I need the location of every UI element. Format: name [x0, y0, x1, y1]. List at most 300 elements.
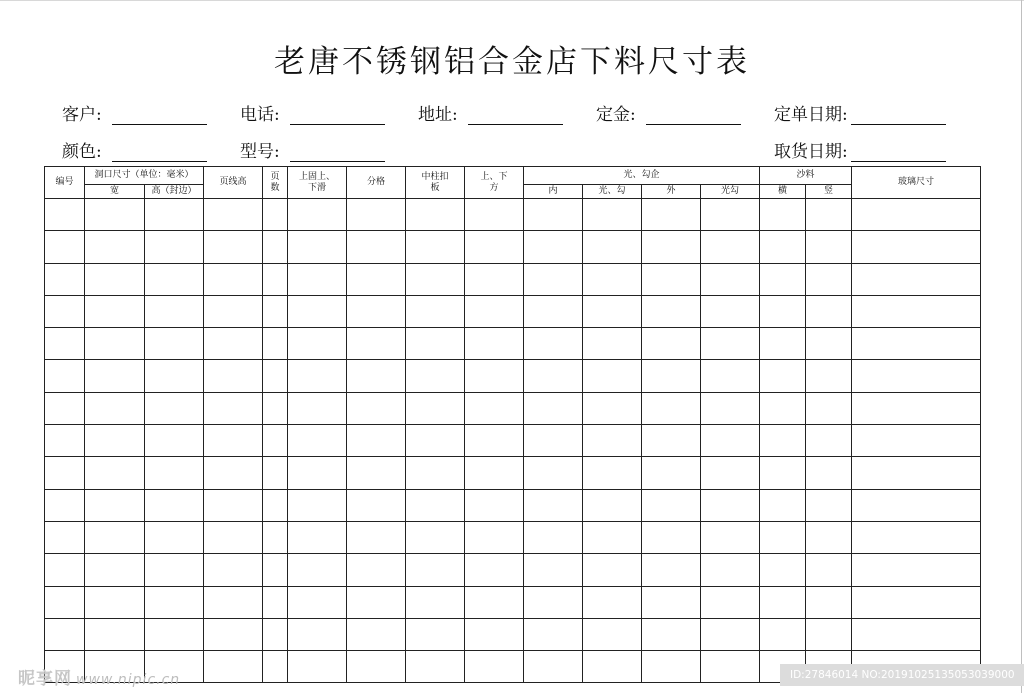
table-cell[interactable]	[760, 489, 806, 521]
table-cell[interactable]	[806, 392, 852, 424]
order-date-field[interactable]	[774, 100, 946, 125]
table-cell[interactable]	[45, 618, 85, 650]
table-cell[interactable]	[583, 489, 642, 521]
table-cell[interactable]	[347, 360, 406, 392]
header-outer: 外	[642, 185, 701, 199]
table-cell[interactable]	[583, 360, 642, 392]
table-cell[interactable]	[145, 521, 204, 553]
table-cell[interactable]	[288, 554, 347, 586]
table-cell[interactable]	[263, 425, 288, 457]
header-upper-lower: 上、下方	[465, 167, 524, 199]
table-cell[interactable]	[347, 521, 406, 553]
table-cell[interactable]	[642, 554, 701, 586]
header-glass-size: 玻璃尺寸	[852, 167, 981, 199]
table-cell[interactable]	[583, 328, 642, 360]
table-cell[interactable]	[45, 521, 85, 553]
table-cell[interactable]	[642, 521, 701, 553]
table-cell[interactable]	[642, 328, 701, 360]
table-cell[interactable]	[145, 586, 204, 618]
table-row	[45, 618, 981, 650]
order-date-label: 定单日期:	[774, 105, 848, 125]
header-vertical: 竖	[806, 185, 852, 199]
table-cell[interactable]	[852, 360, 981, 392]
table-cell[interactable]	[406, 295, 465, 327]
table-cell[interactable]	[465, 489, 524, 521]
table-cell[interactable]	[406, 392, 465, 424]
table-cell[interactable]	[852, 586, 981, 618]
table-cell[interactable]	[45, 457, 85, 489]
header-page-count: 页数	[263, 167, 288, 199]
table-cell[interactable]	[701, 199, 760, 231]
table-cell[interactable]	[524, 199, 583, 231]
table-cell[interactable]	[524, 231, 583, 263]
table-cell[interactable]	[642, 295, 701, 327]
table-cell[interactable]	[145, 425, 204, 457]
table-cell[interactable]	[524, 457, 583, 489]
table-cell[interactable]	[145, 360, 204, 392]
table-cell[interactable]	[263, 360, 288, 392]
table-cell[interactable]	[263, 554, 288, 586]
table-cell[interactable]	[263, 392, 288, 424]
table-cell[interactable]	[583, 199, 642, 231]
table-cell[interactable]	[701, 328, 760, 360]
table-cell[interactable]	[288, 231, 347, 263]
table-cell[interactable]	[701, 489, 760, 521]
table-cell[interactable]	[642, 651, 701, 683]
table-cell[interactable]	[806, 360, 852, 392]
table-cell[interactable]	[263, 521, 288, 553]
table-cell[interactable]	[583, 263, 642, 295]
customer-field[interactable]	[62, 100, 207, 125]
table-cell[interactable]	[465, 360, 524, 392]
table-cell[interactable]	[85, 328, 145, 360]
model-label: 型号:	[240, 142, 280, 162]
table-cell[interactable]	[45, 263, 85, 295]
table-cell[interactable]	[642, 199, 701, 231]
table-cell[interactable]	[701, 586, 760, 618]
table-cell[interactable]	[465, 263, 524, 295]
table-cell[interactable]	[701, 231, 760, 263]
pickup-date-blank[interactable]	[851, 143, 946, 162]
table-cell[interactable]	[583, 392, 642, 424]
page-border-top	[0, 0, 1024, 1]
table-cell[interactable]	[524, 586, 583, 618]
table-cell[interactable]	[204, 231, 263, 263]
cutting-size-table	[44, 166, 981, 683]
table-cell[interactable]	[760, 392, 806, 424]
table-cell[interactable]	[85, 360, 145, 392]
table-cell[interactable]	[347, 489, 406, 521]
table-cell[interactable]	[263, 651, 288, 683]
header-light-hook-2: 光勾	[701, 185, 760, 199]
table-cell[interactable]	[406, 618, 465, 650]
table-cell[interactable]	[642, 618, 701, 650]
table-cell[interactable]	[701, 295, 760, 327]
table-cell[interactable]	[204, 263, 263, 295]
table-cell[interactable]	[288, 425, 347, 457]
table-cell[interactable]	[45, 199, 85, 231]
table-cell[interactable]	[806, 618, 852, 650]
table-cell[interactable]	[263, 586, 288, 618]
table-cell[interactable]	[406, 231, 465, 263]
table-cell[interactable]	[204, 651, 263, 683]
table-cell[interactable]	[524, 328, 583, 360]
table-cell[interactable]	[465, 295, 524, 327]
table-cell[interactable]	[45, 392, 85, 424]
table-cell[interactable]	[145, 328, 204, 360]
table-cell[interactable]	[85, 425, 145, 457]
table-cell[interactable]	[760, 457, 806, 489]
table-cell[interactable]	[406, 521, 465, 553]
table-cell[interactable]	[85, 199, 145, 231]
table-cell[interactable]	[263, 199, 288, 231]
table-row	[45, 231, 981, 263]
table-cell[interactable]	[852, 231, 981, 263]
table-cell[interactable]	[701, 554, 760, 586]
table-cell[interactable]	[145, 295, 204, 327]
header-upper-fixed: 上固上、下滑	[288, 167, 347, 199]
table-row	[45, 392, 981, 424]
table-cell[interactable]	[806, 586, 852, 618]
table-row	[45, 295, 981, 327]
table-cell[interactable]	[347, 425, 406, 457]
table-cell[interactable]	[263, 328, 288, 360]
table-row	[45, 199, 981, 231]
table-cell[interactable]	[288, 360, 347, 392]
table-cell[interactable]	[852, 199, 981, 231]
table-cell[interactable]	[288, 328, 347, 360]
table-cell[interactable]	[204, 457, 263, 489]
table-cell[interactable]	[806, 263, 852, 295]
table-cell[interactable]	[583, 425, 642, 457]
table-cell[interactable]	[263, 457, 288, 489]
table-cell[interactable]	[288, 489, 347, 521]
table-cell[interactable]	[852, 425, 981, 457]
table-cell[interactable]	[347, 586, 406, 618]
table-cell[interactable]	[852, 295, 981, 327]
customer-blank[interactable]	[112, 106, 207, 125]
table-cell[interactable]	[806, 425, 852, 457]
table-cell[interactable]	[85, 521, 145, 553]
table-cell[interactable]	[406, 457, 465, 489]
table-cell[interactable]	[806, 231, 852, 263]
table-cell[interactable]	[45, 295, 85, 327]
table-cell[interactable]	[524, 521, 583, 553]
table-cell[interactable]	[701, 392, 760, 424]
table-cell[interactable]	[524, 295, 583, 327]
phone-field[interactable]	[240, 100, 385, 125]
table-cell[interactable]	[204, 199, 263, 231]
table-cell[interactable]	[85, 457, 145, 489]
header-opening-size: 洞口尺寸（单位：毫米）	[85, 167, 204, 185]
table-cell[interactable]	[465, 199, 524, 231]
table-cell[interactable]	[204, 360, 263, 392]
table-row	[45, 263, 981, 295]
table-cell[interactable]	[642, 392, 701, 424]
table-cell[interactable]	[760, 521, 806, 553]
order-date-blank[interactable]	[851, 106, 946, 125]
table-cell[interactable]	[347, 554, 406, 586]
header-center-post: 中柱扣板	[406, 167, 465, 199]
color-field[interactable]	[62, 137, 207, 162]
table-cell[interactable]	[852, 554, 981, 586]
table-cell[interactable]	[263, 231, 288, 263]
phone-blank[interactable]	[290, 106, 385, 125]
header-width: 宽	[85, 185, 145, 199]
table-cell[interactable]	[465, 231, 524, 263]
table-cell[interactable]	[406, 586, 465, 618]
table-cell[interactable]	[347, 199, 406, 231]
table-cell[interactable]	[524, 618, 583, 650]
table-cell[interactable]	[642, 231, 701, 263]
table-cell[interactable]	[806, 295, 852, 327]
table-cell[interactable]	[406, 489, 465, 521]
customer-label: 客户:	[62, 105, 102, 125]
table-cell[interactable]	[642, 586, 701, 618]
table-cell[interactable]	[583, 521, 642, 553]
table-cell[interactable]	[406, 425, 465, 457]
table-row	[45, 425, 981, 457]
header-inner: 内	[524, 185, 583, 199]
color-blank[interactable]	[112, 143, 207, 162]
table-cell[interactable]	[524, 360, 583, 392]
table-cell[interactable]	[760, 425, 806, 457]
table-cell[interactable]	[288, 392, 347, 424]
table-cell[interactable]	[760, 360, 806, 392]
table-row	[45, 554, 981, 586]
table-cell[interactable]	[406, 554, 465, 586]
table-cell[interactable]	[642, 263, 701, 295]
table-cell[interactable]	[701, 618, 760, 650]
table-cell[interactable]	[85, 554, 145, 586]
table-cell[interactable]	[524, 425, 583, 457]
table-cell[interactable]	[760, 199, 806, 231]
table-cell[interactable]	[263, 489, 288, 521]
table-cell[interactable]	[204, 489, 263, 521]
table-cell[interactable]	[760, 295, 806, 327]
table-cell[interactable]	[347, 457, 406, 489]
table-cell[interactable]	[465, 554, 524, 586]
header-number: 编号	[45, 167, 85, 199]
table-cell[interactable]	[583, 457, 642, 489]
form-title: 老唐不锈钢铝合金店下料尺寸表	[274, 44, 750, 80]
table-cell[interactable]	[465, 328, 524, 360]
header-height: 高（封边）	[145, 185, 204, 199]
table-cell[interactable]	[760, 554, 806, 586]
table-row	[45, 586, 981, 618]
table-row	[45, 489, 981, 521]
table-cell[interactable]	[806, 199, 852, 231]
table-cell[interactable]	[524, 554, 583, 586]
table-cell[interactable]	[524, 651, 583, 683]
table-cell[interactable]	[465, 586, 524, 618]
model-blank[interactable]	[290, 143, 385, 162]
color-label: 颜色:	[62, 142, 102, 162]
table-cell[interactable]	[145, 618, 204, 650]
table-cell[interactable]	[204, 425, 263, 457]
table-cell[interactable]	[852, 328, 981, 360]
table-cell[interactable]	[145, 554, 204, 586]
table-cell[interactable]	[852, 392, 981, 424]
table-cell[interactable]	[806, 457, 852, 489]
header-light-hook-sub: 光、勾	[583, 185, 642, 199]
table-cell[interactable]	[204, 586, 263, 618]
table-cell[interactable]	[85, 263, 145, 295]
table-row	[45, 521, 981, 553]
table-cell[interactable]	[85, 618, 145, 650]
table-cell[interactable]	[524, 263, 583, 295]
table-cell[interactable]	[204, 618, 263, 650]
table-cell[interactable]	[347, 618, 406, 650]
pickup-date-label: 取货日期:	[774, 142, 848, 162]
watermark-site: www.nipic.cn	[76, 672, 181, 688]
table-cell[interactable]	[347, 295, 406, 327]
page-border-right	[1021, 0, 1022, 693]
table-cell[interactable]	[701, 425, 760, 457]
address-blank[interactable]	[468, 106, 563, 125]
table-cell[interactable]	[288, 263, 347, 295]
header-divider: 分格	[347, 167, 406, 199]
table-cell[interactable]	[465, 521, 524, 553]
table-cell[interactable]	[85, 295, 145, 327]
watermark-logo-text: 昵享网	[18, 669, 72, 689]
table-cell[interactable]	[701, 651, 760, 683]
table-cell[interactable]	[760, 328, 806, 360]
table-cell[interactable]	[760, 586, 806, 618]
table-cell[interactable]	[806, 554, 852, 586]
table-cell[interactable]	[288, 521, 347, 553]
table-cell[interactable]	[347, 328, 406, 360]
table-cell[interactable]	[465, 651, 524, 683]
table-row	[45, 328, 981, 360]
table-cell[interactable]	[347, 392, 406, 424]
table-cell[interactable]	[45, 586, 85, 618]
table-cell[interactable]	[85, 392, 145, 424]
deposit-label: 定金:	[596, 105, 636, 125]
table-cell[interactable]	[642, 457, 701, 489]
table-cell[interactable]	[288, 618, 347, 650]
table-cell[interactable]	[524, 392, 583, 424]
table-cell[interactable]	[406, 263, 465, 295]
table-row	[45, 360, 981, 392]
pickup-date-field[interactable]	[774, 137, 946, 162]
watermark-logo	[18, 664, 180, 689]
table-cell[interactable]	[204, 554, 263, 586]
table-cell[interactable]	[145, 489, 204, 521]
table-cell[interactable]	[465, 618, 524, 650]
table-cell[interactable]	[583, 586, 642, 618]
table-cell[interactable]	[45, 328, 85, 360]
table-cell[interactable]	[347, 651, 406, 683]
table-body	[45, 199, 981, 683]
table-cell[interactable]	[204, 521, 263, 553]
table-cell[interactable]	[406, 360, 465, 392]
table-cell[interactable]	[85, 489, 145, 521]
table-cell[interactable]	[145, 392, 204, 424]
table-cell[interactable]	[701, 457, 760, 489]
table-row	[45, 457, 981, 489]
table-cell[interactable]	[45, 489, 85, 521]
table-cell[interactable]	[852, 263, 981, 295]
table-cell[interactable]	[760, 231, 806, 263]
deposit-field[interactable]	[596, 100, 741, 125]
table-cell[interactable]	[45, 554, 85, 586]
table-cell[interactable]	[583, 554, 642, 586]
header-light-hook: 光、勾企	[524, 167, 760, 185]
table-cell[interactable]	[45, 231, 85, 263]
table-cell[interactable]	[288, 457, 347, 489]
table-cell[interactable]	[145, 457, 204, 489]
table-cell[interactable]	[583, 651, 642, 683]
deposit-blank[interactable]	[646, 106, 741, 125]
table-cell[interactable]	[465, 392, 524, 424]
table-cell[interactable]	[701, 263, 760, 295]
table-cell[interactable]	[806, 328, 852, 360]
address-field[interactable]	[418, 100, 563, 125]
table-cell[interactable]	[145, 199, 204, 231]
table-cell[interactable]	[642, 360, 701, 392]
table-cell[interactable]	[204, 392, 263, 424]
table-cell[interactable]	[852, 489, 981, 521]
phone-label: 电话:	[240, 105, 280, 125]
table-cell[interactable]	[263, 263, 288, 295]
table-cell[interactable]	[642, 425, 701, 457]
table-cell[interactable]	[583, 231, 642, 263]
table-cell[interactable]	[524, 489, 583, 521]
table-cell[interactable]	[145, 231, 204, 263]
table-cell[interactable]	[760, 618, 806, 650]
table-cell[interactable]	[701, 521, 760, 553]
table-cell[interactable]	[204, 295, 263, 327]
table-cell[interactable]	[263, 295, 288, 327]
header-horizontal: 横	[760, 185, 806, 199]
table-cell[interactable]	[204, 328, 263, 360]
table-cell[interactable]	[85, 231, 145, 263]
table-cell[interactable]	[45, 425, 85, 457]
table-cell[interactable]	[806, 489, 852, 521]
table-cell[interactable]	[465, 457, 524, 489]
table-cell[interactable]	[701, 360, 760, 392]
table-cell[interactable]	[263, 618, 288, 650]
table-cell[interactable]	[406, 651, 465, 683]
table-cell[interactable]	[852, 618, 981, 650]
table-cell[interactable]	[288, 586, 347, 618]
table-cell[interactable]	[760, 263, 806, 295]
table-cell[interactable]	[583, 618, 642, 650]
table-cell[interactable]	[806, 521, 852, 553]
watermark-id-bar	[780, 664, 1024, 686]
table-cell[interactable]	[145, 263, 204, 295]
table-cell[interactable]	[465, 425, 524, 457]
table-cell[interactable]	[347, 263, 406, 295]
table-cell[interactable]	[583, 295, 642, 327]
model-field[interactable]	[240, 137, 385, 162]
table-cell[interactable]	[288, 199, 347, 231]
table-cell[interactable]	[852, 521, 981, 553]
header-screen: 沙料	[760, 167, 852, 185]
table-cell[interactable]	[852, 457, 981, 489]
header-page-height: 页线高	[204, 167, 263, 199]
table-cell[interactable]	[642, 489, 701, 521]
table-cell[interactable]	[406, 328, 465, 360]
table-cell[interactable]	[85, 586, 145, 618]
address-label: 地址:	[418, 105, 458, 125]
table-cell[interactable]	[45, 360, 85, 392]
table-cell[interactable]	[347, 231, 406, 263]
table-cell[interactable]	[288, 295, 347, 327]
table-cell[interactable]	[288, 651, 347, 683]
table-cell[interactable]	[406, 199, 465, 231]
